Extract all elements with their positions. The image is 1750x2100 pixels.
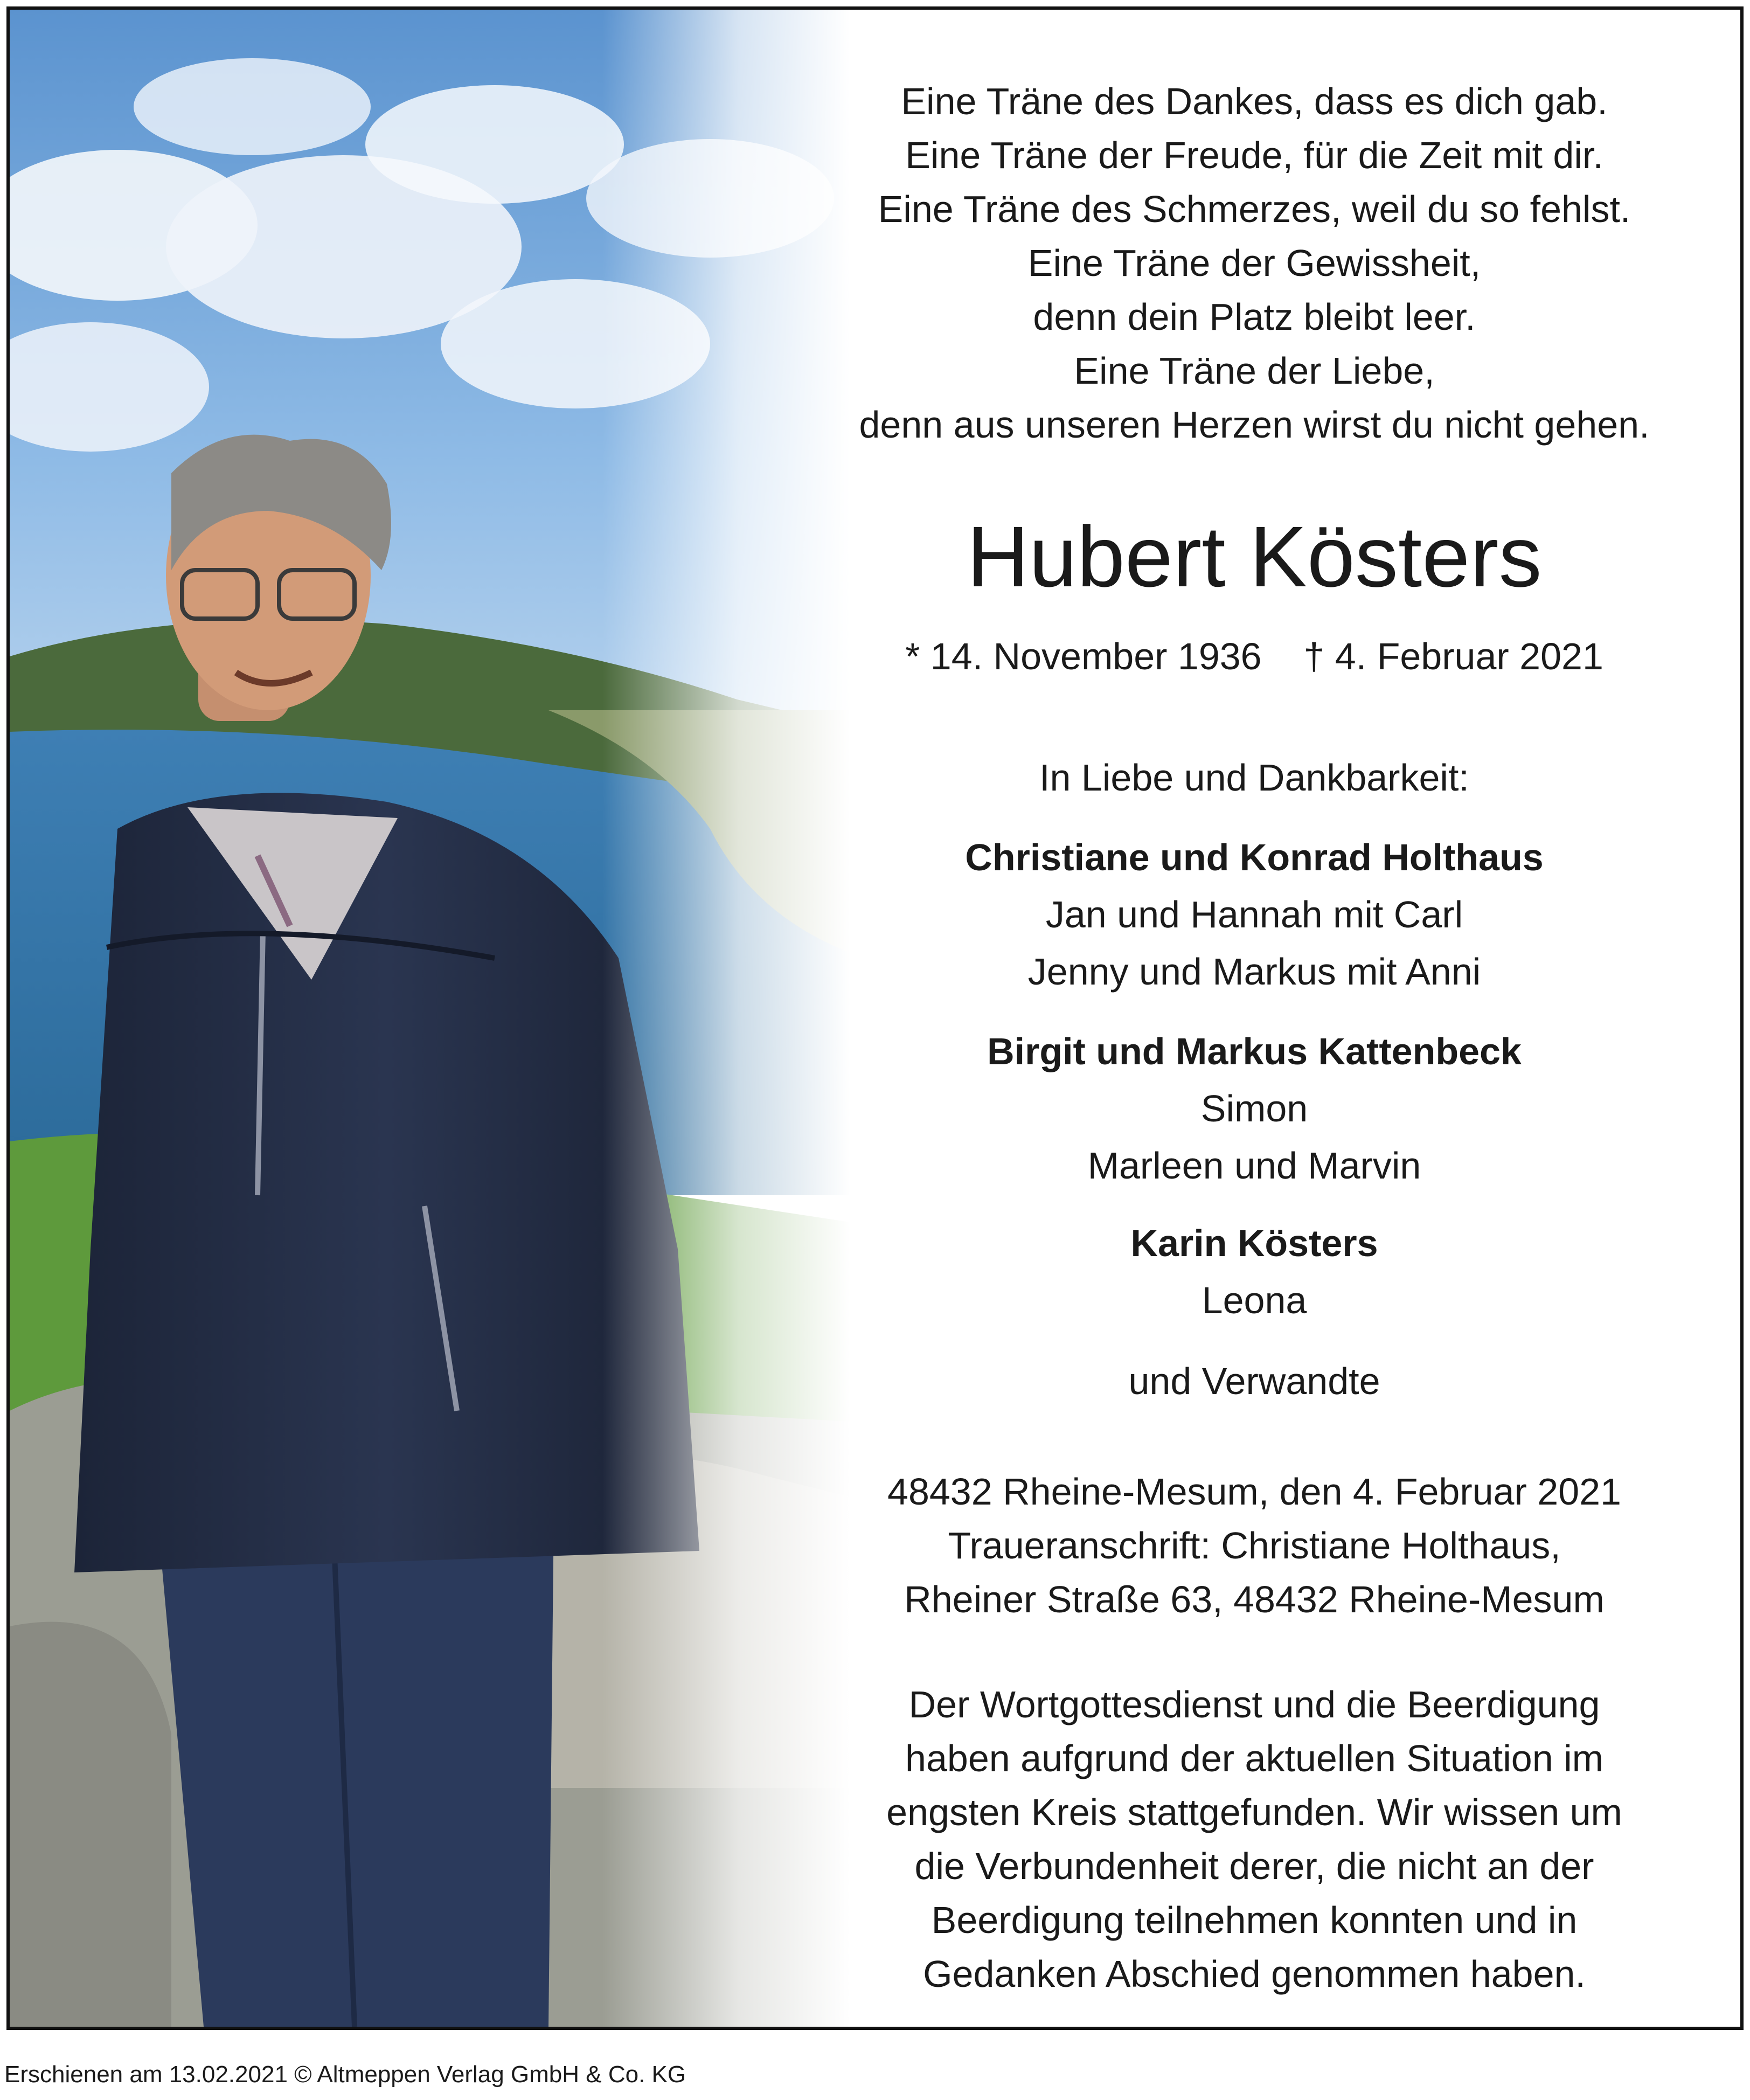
service-line: Gedanken Abschied genommen haben.: [923, 1953, 1586, 1995]
family-member: Simon: [1200, 1087, 1308, 1129]
verse-line: Eine Träne des Schmerzes, weil du so fehlst.: [878, 188, 1631, 230]
service-line: haben aufgrund der aktuellen Situation im: [905, 1737, 1603, 1779]
verse-line: denn aus unseren Herzen wirst du nicht gehen.: [859, 404, 1650, 446]
address-line: 48432 Rheine-Mesum, den 4. Februar 2021: [887, 1471, 1621, 1513]
service-line: engsten Kreis stattgefunden. Wir wissen um: [886, 1791, 1622, 1833]
family-head: Karin Kösters: [1130, 1222, 1378, 1264]
life-dates: [796, 629, 1712, 683]
verse-line: Eine Träne der Liebe,: [1074, 350, 1435, 392]
address-line: Traueranschrift: Christiane Holthaus,: [948, 1524, 1561, 1567]
deceased-name: Hubert Kösters: [967, 508, 1542, 605]
service-line: die Verbundenheit derer, die nicht an der: [914, 1845, 1594, 1887]
family-member: Jenny und Markus mit Anni: [1027, 951, 1481, 993]
death-date: † 4. Februar 2021: [1303, 635, 1603, 677]
birth-date: * 14. November 1936: [905, 635, 1262, 677]
service-line: Beerdigung teilnehmen konnten und in: [931, 1899, 1578, 1941]
publication-footer: Erschienen am 13.02.2021 © Altmeppen Verlag GmbH & Co. KG: [4, 2061, 686, 2088]
family-group: [796, 829, 1712, 1000]
family-group: [796, 1023, 1712, 1194]
service-notice: [796, 1678, 1712, 2001]
mourning-address: [796, 1465, 1712, 1626]
family-member: Leona: [1202, 1279, 1307, 1321]
dedication-intro: In Liebe und Dankbarkeit:: [1039, 757, 1469, 799]
address-line: Rheiner Straße 63, 48432 Rheine-Mesum: [904, 1578, 1605, 1620]
notice-text: [796, 10, 1712, 2027]
family-head: Christiane und Konrad Holthaus: [965, 836, 1544, 878]
portrait-photo-illustration: [10, 10, 850, 2027]
memorial-verse: [796, 74, 1712, 452]
relatives-line: und Verwandte: [1128, 1360, 1380, 1402]
family-member: Marleen und Marvin: [1087, 1145, 1421, 1187]
obituary-notice: [6, 6, 1744, 2030]
verse-line: Eine Träne der Freude, für die Zeit mit dir.: [905, 134, 1603, 176]
family-member: Jan und Hannah mit Carl: [1045, 893, 1463, 935]
service-line: Der Wortgottesdienst und die Beerdigung: [908, 1683, 1600, 1725]
verse-line: Eine Träne des Dankes, dass es dich gab.: [901, 80, 1608, 122]
family-group: [796, 1215, 1712, 1329]
portrait-photo: [10, 10, 850, 2027]
verse-line: Eine Träne der Gewissheit,: [1027, 242, 1481, 284]
verse-line: denn dein Platz bleibt leer.: [1033, 296, 1476, 338]
family-head: Birgit und Markus Kattenbeck: [987, 1030, 1522, 1072]
